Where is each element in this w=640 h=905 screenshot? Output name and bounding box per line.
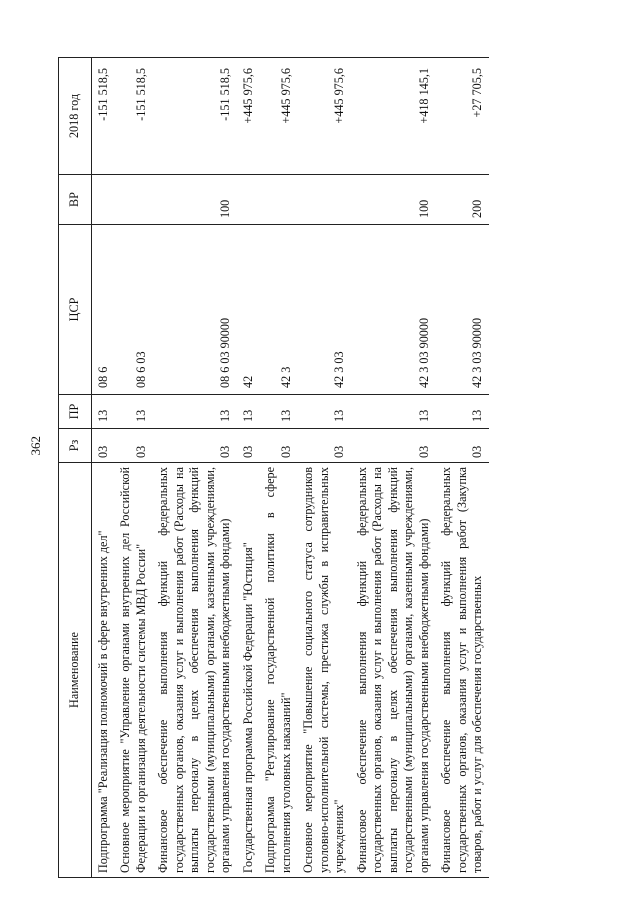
row-name: Основное мероприятие "Управление органами внутренних дел Российской Федерации и организация деятельности системы МВД России" bbox=[114, 463, 152, 878]
row-vr: 200 bbox=[435, 175, 488, 225]
row-amount: -151 518,5 bbox=[114, 58, 152, 175]
row-csr: 42 3 03 90000 bbox=[351, 225, 435, 395]
row-name: Финансовое обеспечение выполнения функций федеральных государственных органов, оказания услуг и выполнения работ (Расходы на выплаты персоналу в целях обеспечения выполнения функций государственными (муниципальными) органами, казенными учреждениями, органами управления государственными внебюджетными фондами) bbox=[152, 463, 236, 878]
row-pr: 13 bbox=[152, 395, 236, 429]
row-csr: 08 6 bbox=[92, 225, 115, 395]
header-rz: Рз bbox=[59, 429, 92, 463]
row-vr bbox=[92, 175, 115, 225]
row-amount: -151 518,5 bbox=[92, 58, 115, 175]
row-csr: 42 bbox=[237, 225, 259, 395]
row-rz: 03 bbox=[114, 429, 152, 463]
table-row bbox=[92, 58, 115, 878]
row-rz: 03 bbox=[435, 429, 488, 463]
header-pr: ПР bbox=[59, 395, 92, 429]
row-vr: 100 bbox=[351, 175, 435, 225]
row-pr: 13 bbox=[259, 395, 297, 429]
row-amount: +418 145,1 bbox=[351, 58, 435, 175]
row-amount: +445 975,6 bbox=[259, 58, 297, 175]
row-pr: 13 bbox=[237, 395, 259, 429]
row-rz: 03 bbox=[259, 429, 297, 463]
row-csr: 08 6 03 bbox=[114, 225, 152, 395]
budget-table bbox=[58, 57, 489, 878]
row-rz: 03 bbox=[237, 429, 259, 463]
header-year: 2018 год bbox=[59, 58, 92, 175]
page-number: 362 bbox=[28, 436, 43, 456]
row-rz: 03 bbox=[92, 429, 115, 463]
row-csr: 08 6 03 90000 bbox=[152, 225, 236, 395]
row-name: Финансовое обеспечение выполнения функций федеральных государственных органов, оказания услуг и выполнения работ (Закупка товаров, работ и услуг для обеспечения государственных bbox=[435, 463, 488, 878]
header-name: Наименование bbox=[59, 463, 92, 878]
header-vr: ВР bbox=[59, 175, 92, 225]
row-name: Финансовое обеспечение выполнения функций федеральных государственных органов, оказания услуг и выполнения работ (Расходы на выплаты персоналу в целях обеспечения выполнения функций государственными (муниципальными) органами, казенными учреждениями, органами управления государственными внебюджетными фондами) bbox=[351, 463, 435, 878]
table-row bbox=[114, 58, 152, 878]
row-name: Основное мероприятие "Повышение социального статуса сотрудников уголовно-исполнительной системы, престижа службы в исправительных учреждениях" bbox=[297, 463, 350, 878]
row-amount: -151 518,5 bbox=[152, 58, 236, 175]
row-amount: +445 975,6 bbox=[297, 58, 350, 175]
table-row bbox=[351, 58, 435, 878]
row-name: Подпрограмма "Реализация полномочий в сфере внутренних дел" bbox=[92, 463, 115, 878]
row-name: Государственная программа Российской Федерации "Юстиция" bbox=[237, 463, 259, 878]
row-rz: 03 bbox=[351, 429, 435, 463]
row-csr: 42 3 03 90000 bbox=[435, 225, 488, 395]
table-header-row bbox=[59, 58, 92, 878]
row-pr: 13 bbox=[297, 395, 350, 429]
row-vr bbox=[114, 175, 152, 225]
row-vr: 100 bbox=[152, 175, 236, 225]
row-pr: 13 bbox=[435, 395, 488, 429]
row-pr: 13 bbox=[92, 395, 115, 429]
row-amount: +445 975,6 bbox=[237, 58, 259, 175]
table-row bbox=[297, 58, 350, 878]
row-rz: 03 bbox=[152, 429, 236, 463]
row-vr bbox=[237, 175, 259, 225]
table-row bbox=[152, 58, 236, 878]
rotated-page-content bbox=[58, 58, 618, 878]
row-pr: 13 bbox=[351, 395, 435, 429]
row-csr: 42 3 03 bbox=[297, 225, 350, 395]
row-csr: 42 3 bbox=[259, 225, 297, 395]
header-csr: ЦСР bbox=[59, 225, 92, 395]
row-pr: 13 bbox=[114, 395, 152, 429]
table-row bbox=[237, 58, 259, 878]
table-row bbox=[435, 58, 488, 878]
row-amount: +27 705,5 bbox=[435, 58, 488, 175]
row-name: Подпрограмма "Регулирование государственной политики в сфере исполнения уголовных наказаний" bbox=[259, 463, 297, 878]
row-vr bbox=[297, 175, 350, 225]
table-row bbox=[259, 58, 297, 878]
row-rz: 03 bbox=[297, 429, 350, 463]
row-vr bbox=[259, 175, 297, 225]
